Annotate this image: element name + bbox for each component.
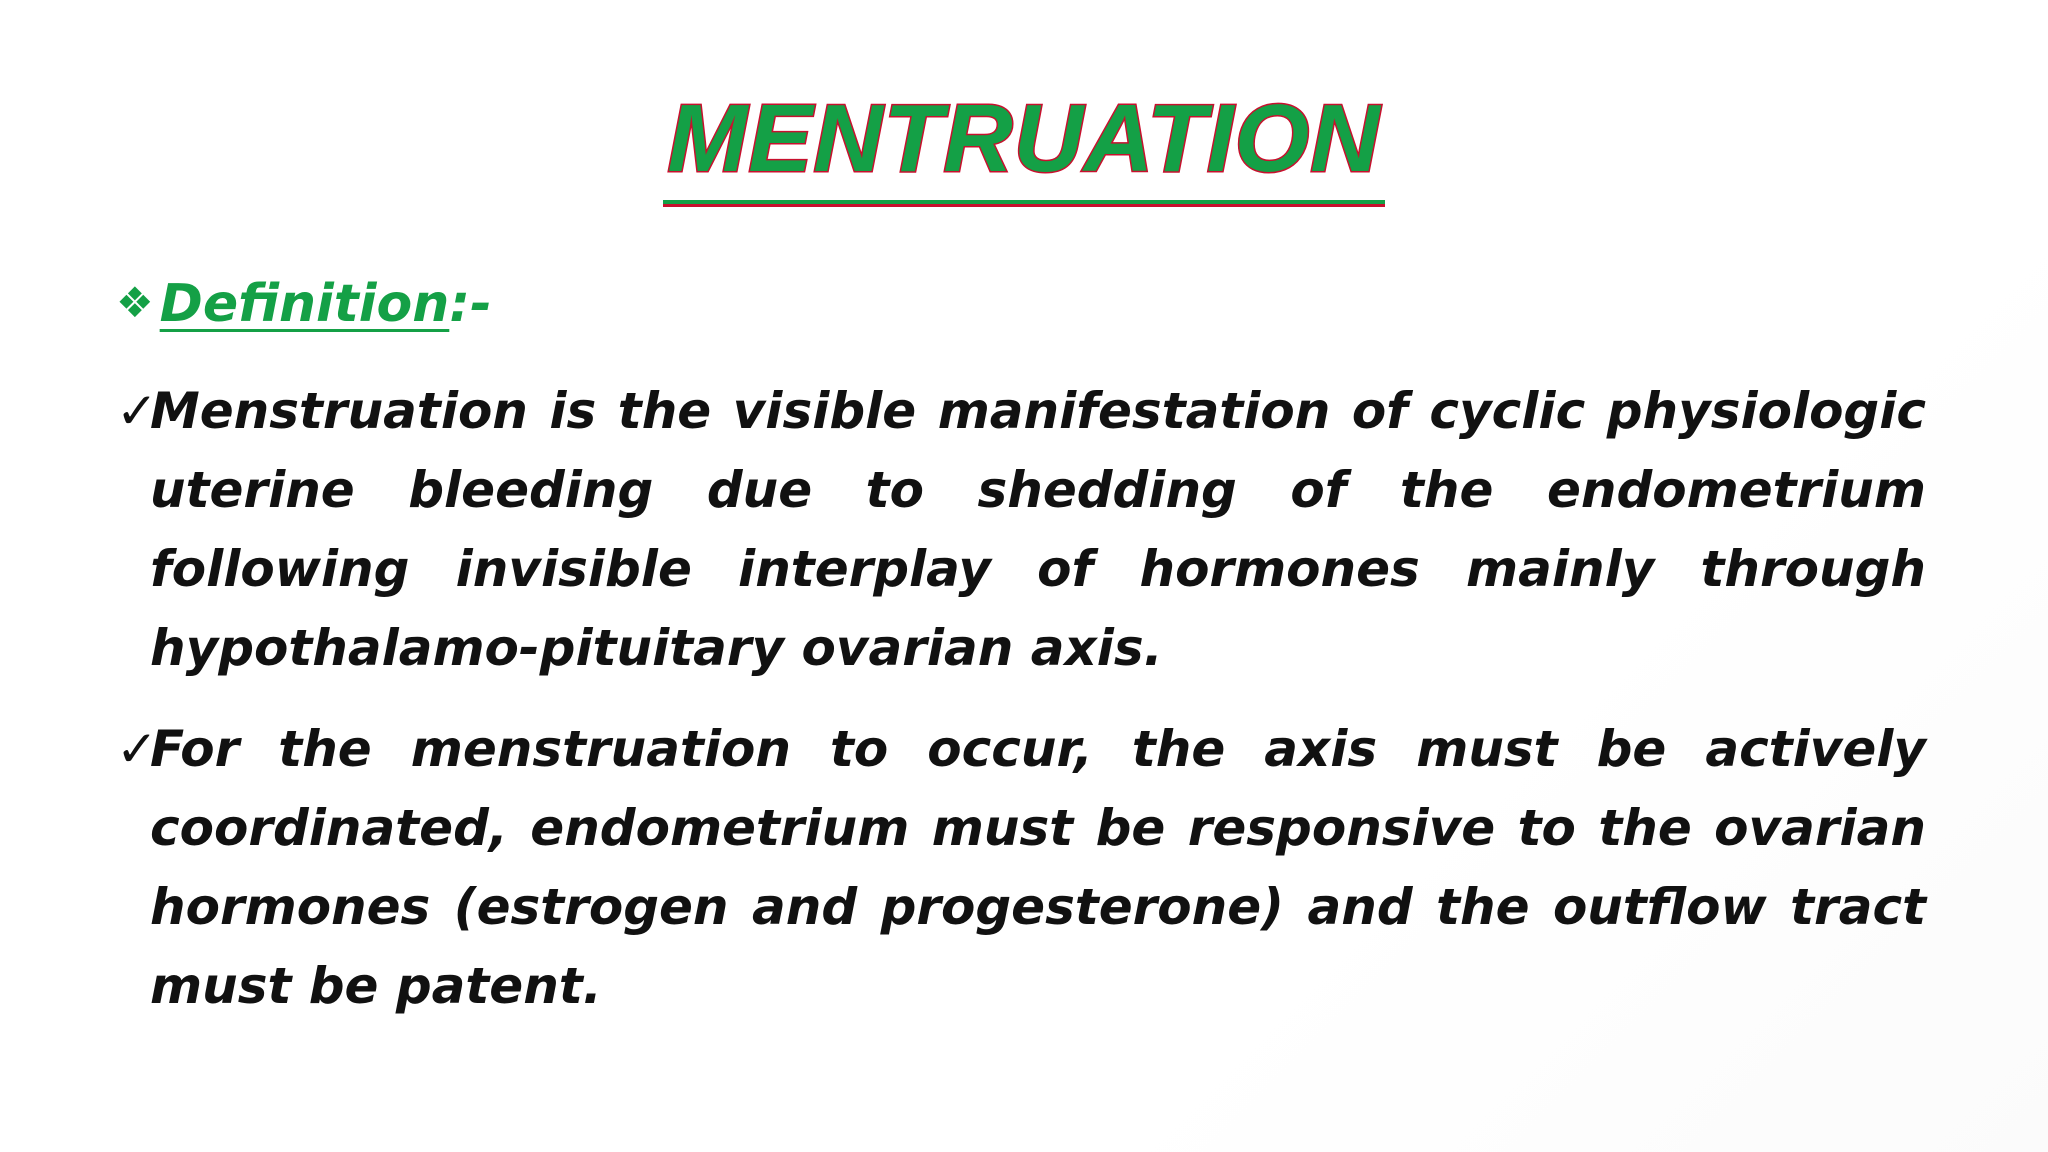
checkmark-icon: ✓ <box>116 382 158 440</box>
diamond-bullet-icon: ❖ <box>116 278 154 327</box>
list-item <box>116 372 1926 688</box>
bullet-list <box>116 372 1926 1048</box>
slide-title <box>0 84 2048 204</box>
definition-suffix: :- <box>449 274 492 334</box>
definition-heading <box>116 268 492 339</box>
slide-title-text: MENTRUATION <box>663 84 1384 204</box>
checkmark-icon: ✓ <box>116 720 158 778</box>
definition-label: Definition <box>159 274 450 334</box>
list-item-text: Menstruation is the visible manifestation of cyclic physiologic uterine bleeding due to shedding of the endometrium following invisible interplay of hormones mainly through hypothalamo-pituitary ovarian axis. <box>150 382 1926 677</box>
list-item <box>116 710 1926 1026</box>
list-item-text: For the menstruation to occur, the axis must be actively coordinated, endometrium must be responsive to the ovarian hormones (estrogen and progesterone) and the outflow tract must be patent. <box>150 720 1926 1015</box>
